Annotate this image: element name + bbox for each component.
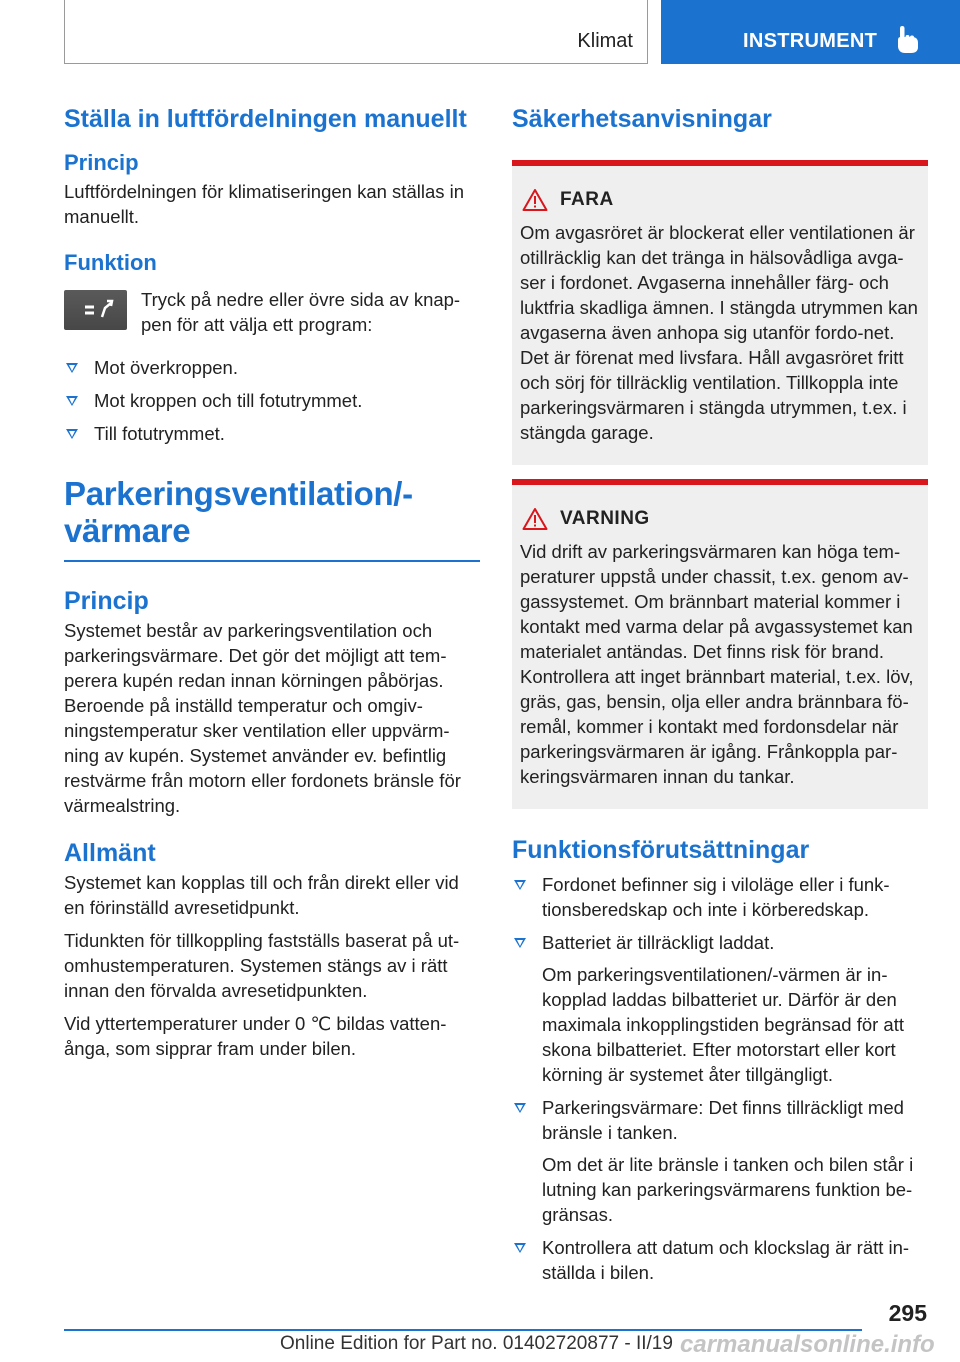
list-item: Mot överkroppen.: [64, 355, 480, 380]
list-item: Batteriet är tillräckligt laddat. Om parkeringsventilationen/-värmen är in-kopplad laddas bilbatteriet ur. Därför är den maximala inkopplingstiden begränsad för att skona bilbatteriet. Efter motorstart eller kort körning är systemet åter tillgängligt.: [512, 930, 928, 1087]
pointing-hand-icon: [896, 26, 920, 54]
triangle-bullet-icon: [514, 938, 526, 948]
triangle-bullet-icon: [66, 363, 78, 373]
right-column: [512, 104, 928, 1285]
heading-luftfordelning: Ställa in luftfördelningen manuellt: [64, 105, 467, 133]
list-item: Parkeringsvärmare: Det finns tillräckligt med bränsle i tanken. Om det är lite bränsle i tanken och bilen står i lutning kan parkeringsvärmarens funktion be-gränsas.: [512, 1095, 928, 1227]
bullet-list-requirements: [512, 872, 928, 1285]
triangle-bullet-icon: [66, 396, 78, 406]
triangle-bullet-icon: [66, 429, 78, 439]
airflow-button-icon: [64, 290, 127, 330]
triangle-bullet-icon: [514, 880, 526, 890]
warning-title: VARNING: [560, 508, 650, 529]
triangle-bullet-icon: [514, 1243, 526, 1253]
main-title: Parkeringsventilation/-värmare: [64, 475, 413, 549]
list-item: Mot kroppen och till fotutrymmet.: [64, 388, 480, 413]
warning-box: [512, 479, 928, 809]
subheading-funktion: Funktion: [64, 250, 157, 275]
watermark-text: carmanualsonline.info: [680, 1331, 935, 1358]
subheading-princip-1: Princip: [64, 150, 139, 175]
subheading-princip-2: Princip: [64, 586, 149, 615]
warning-text: Vid drift av parkeringsvärmaren kan höga tem-peraturer uppstå under chassit, t.ex. genom av-gassystemet. Om brännbart material kommer i kontakt med varma delar på avgassystemet kan materialet antändas. Det finns risk för brand. Kontrollera att inget brännbart material, t.ex. löv, gräs, gas, bensin, olja eller andra brännbara fö-remål, kommer i kontakt med fordonsdelar när parkeringsvärmaren är igång. Frånkoppla par-keringsvärmaren innan du tankar.: [520, 541, 914, 787]
paragraph-allmant-2: Tidunkten för tillkoppling fastställs baserat på ut-omhustemperaturen. Systemen stängs av i rätt innan den förvalda avresetidpunkten.: [64, 929, 460, 1001]
paragraph-allmant-3: Vid yttertemperaturer under 0 ℃ bildas vatten-ånga, som sipprar fram under bilen.: [64, 1012, 447, 1059]
list-item: Till fotutrymmet.: [64, 421, 480, 446]
function-row: [64, 290, 480, 340]
subheading-funktionsforutsattningar: Funktionsförutsättningar: [512, 836, 810, 864]
triangle-bullet-icon: [514, 1103, 526, 1113]
paragraph-princip-1: Luftfördelningen för klimatiseringen kan ställas in manuellt.: [64, 181, 465, 227]
left-column: [64, 104, 480, 1061]
page-number: 295: [888, 1300, 927, 1326]
paragraph-allmant-1: Systemet kan kopplas till och från direkt eller vid en förinställd avresetidpunkt.: [64, 871, 459, 918]
title-rule: [64, 560, 480, 562]
list-item: Fordonet befinner sig i viloläge eller i funk-tionsberedskap och inte i körberedskap.: [512, 872, 928, 922]
paragraph-princip-2: Systemet består av parkeringsventilation och parkeringsvärmare. Det gör det möjligt att tem-perera kupén redan innan körningen påbörjas. Beroende på inställd temperatur och omgiv-ningstemperatur sker ventilation eller uppvärm-ning av kupén. Systemet använder ev. befintlig restvärme från motorn eller fordonets bränsle för värmealstring.: [64, 619, 461, 816]
footer-edition: Online Edition for Part no. 01402720877 - II/19: [280, 1333, 673, 1354]
warning-triangle-icon: [522, 507, 548, 531]
warning-triangle-icon: [522, 188, 548, 212]
bullet-list-airflow: [64, 355, 480, 446]
heading-sakerhet: Säkerhetsanvisningar: [512, 105, 772, 133]
danger-box: [512, 160, 928, 465]
danger-text: Om avgasröret är blockerat eller ventilationen är otillräcklig kan det tränga in hälsovådliga avga-ser i fordonet. Avgaserna innehåller färg- och luktfria skadliga ämnen. I stängda utrymmen kan avgaserna även anhopa sig utanför fordo-net. Det är förenat med livsfara. Håll avgasröret fritt och sörj för tillräcklig ventilation. Tillkoppla inte parkeringsvärmaren i stängda utrymmen, t.ex. i stängda garage.: [520, 222, 918, 443]
danger-title: FARA: [560, 189, 614, 210]
header-chapter-label: INSTRUMENT: [743, 30, 878, 52]
header-section-box: [64, 0, 648, 64]
list-item: Kontrollera att datum och klockslag är rätt in-ställda i bilen.: [512, 1235, 928, 1285]
subheading-allmant: Allmänt: [64, 838, 156, 867]
header-chapter-tab[interactable]: [661, 0, 960, 64]
paragraph-funktion: Tryck på nedre eller övre sida av knap-pen för att välja ett program:: [141, 289, 461, 335]
header-section-label: Klimat: [577, 30, 633, 52]
